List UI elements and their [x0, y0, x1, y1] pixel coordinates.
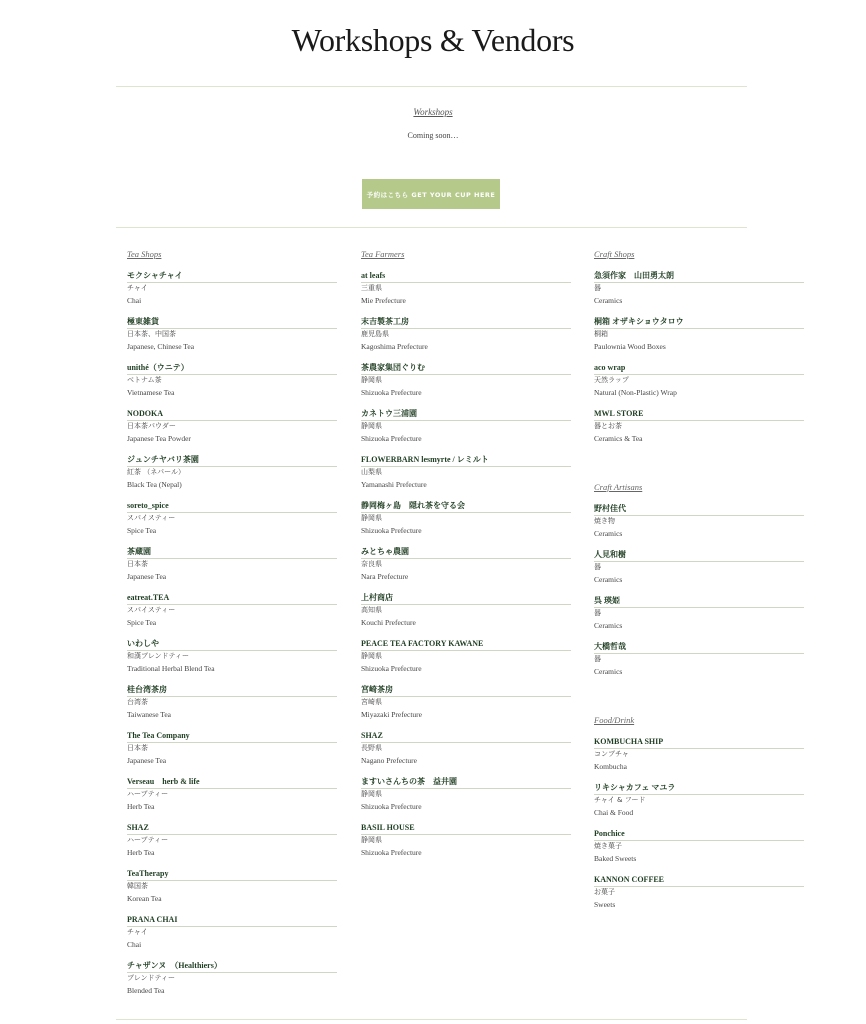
vendor-name[interactable]: ますいさんちの茶 益井園 [361, 777, 457, 786]
vendor-name[interactable]: PRANA CHAI [127, 915, 178, 924]
vendor-name[interactable]: 極東雑貨 [127, 317, 159, 326]
vendor-name[interactable]: 急須作家 山田勇太朗 [594, 271, 674, 280]
vendor-category-en: Chai [127, 940, 142, 949]
page-title: Workshops & Vendors [291, 22, 575, 58]
vendor-entry [594, 362, 814, 408]
vendor-category-jp: コンブチャ [594, 750, 629, 758]
column-tea-farmers [361, 248, 581, 868]
vendor-category-en: Japanese, Chinese Tea [127, 342, 195, 351]
vendor-name[interactable]: リキシャカフェ マユラ [594, 783, 676, 792]
vendor-name[interactable]: 桐箱 オザキショウタロウ [594, 317, 684, 326]
vendor-name[interactable]: ジュンチヤバリ茶園 [127, 455, 199, 464]
vendor-entry [594, 270, 814, 316]
vendor-category-jp: 山梨県 [361, 468, 382, 476]
mid-divider [116, 227, 747, 228]
vendor-category-jp: お菓子 [594, 888, 615, 896]
vendor-name[interactable]: SHAZ [361, 731, 383, 740]
vendor-name[interactable]: 茶蔵園 [127, 547, 151, 556]
vendor-entry [361, 454, 581, 500]
vendor-name[interactable]: 呉 瑛姫 [594, 596, 620, 605]
section-heading[interactable]: Food/Drink [594, 715, 635, 725]
vendor-category-jp: 韓国茶 [127, 882, 148, 890]
vendor-category-jp: 静岡県 [361, 376, 382, 384]
vendor-category-jp: 高知県 [361, 606, 382, 614]
vendor-category-en: Paulownia Wood Boxes [594, 342, 666, 351]
vendor-name[interactable]: eatreat.TEA [127, 593, 170, 602]
vendor-category-jp: 三重県 [361, 284, 382, 292]
vendor-category-jp: 和漢ブレンドティー [127, 652, 189, 660]
vendor-category-jp: 奈良県 [361, 560, 382, 568]
vendor-entry [594, 641, 814, 687]
vendor-entry [594, 316, 814, 362]
vendor-entry [594, 595, 814, 641]
vendor-name[interactable]: BASIL HOUSE [361, 823, 415, 832]
vendor-category-en: Chai & Food [594, 808, 634, 817]
column-tea-shops [127, 248, 347, 1006]
vendor-section [361, 248, 581, 868]
vendor-entry [127, 270, 347, 316]
vendor-name[interactable]: SHAZ [127, 823, 149, 832]
vendor-entry [127, 638, 347, 684]
vendor-category-jp: 日本茶 [127, 744, 148, 752]
vendor-name[interactable]: 末吉製茶工房 [361, 317, 409, 326]
vendor-entry [594, 503, 814, 549]
vendor-category-en: Shizuoka Prefecture [361, 848, 422, 857]
top-divider [116, 86, 747, 87]
get-your-cup-button[interactable]: 予約はこちら GET YOUR CUP HERE [362, 179, 500, 209]
vendor-name[interactable]: KANNON COFFEE [594, 875, 664, 884]
vendor-category-en: Ceramics [594, 296, 623, 305]
vendor-category-jp: 器 [594, 284, 601, 292]
vendor-entry [361, 592, 581, 638]
vendor-category-jp: スパイスティー [127, 606, 176, 614]
vendor-category-en: Sweets [594, 900, 616, 909]
vendor-name[interactable]: みとちゃ農園 [361, 547, 409, 556]
vendor-category-en: Shizuoka Prefecture [361, 388, 422, 397]
vendor-category-jp: ハーブティー [127, 790, 169, 798]
vendor-category-en: Shizuoka Prefecture [361, 802, 422, 811]
vendor-category-jp: 日本茶、中国茶 [127, 330, 176, 338]
vendor-name[interactable]: The Tea Company [127, 731, 190, 740]
vendor-category-en: Kagoshima Prefecture [361, 342, 428, 351]
vendor-section [594, 248, 814, 454]
vendor-category-jp: スパイスティー [127, 514, 176, 522]
vendor-name[interactable]: 静岡梅ヶ島 隠れ茶を守る会 [361, 501, 465, 510]
vendor-category-jp: チャイ [127, 928, 148, 936]
vendor-category-en: Nara Prefecture [361, 572, 409, 581]
vendor-category-jp: ハーブティー [127, 836, 169, 844]
vendor-entry [127, 408, 347, 454]
vendor-category-en: Vietnamese Tea [127, 388, 175, 397]
vendor-category-jp: 焼き物 [594, 517, 615, 525]
vendor-section [127, 248, 347, 1006]
vendor-category-en: Miyazaki Prefecture [361, 710, 423, 719]
section-heading[interactable]: Tea Farmers [361, 249, 405, 259]
vendor-entry [594, 782, 814, 828]
vendor-category-jp: 日本茶 [127, 560, 148, 568]
vendor-name[interactable]: KOMBUCHA SHIP [594, 737, 664, 746]
vendor-category-jp: 静岡県 [361, 514, 382, 522]
vendor-entry [127, 776, 347, 822]
vendor-name[interactable]: soreto_spice [127, 501, 169, 510]
vendor-category-jp: 静岡県 [361, 652, 382, 660]
vendor-category-en: Japanese Tea [127, 756, 167, 765]
vendor-entry [361, 638, 581, 684]
vendor-category-en: Natural (Non-Plastic) Wrap [594, 388, 677, 397]
vendor-entry [594, 408, 814, 454]
vendor-entry [127, 316, 347, 362]
vendor-entry [127, 822, 347, 868]
vendor-name[interactable]: at leafs [361, 271, 386, 280]
vendor-name[interactable]: FLOWERBARN lesmyrte / レミルト [361, 455, 489, 464]
vendor-category-en: Japanese Tea Powder [127, 434, 191, 443]
vendor-category-en: Japanese Tea [127, 572, 167, 581]
vendor-category-en: Shizuoka Prefecture [361, 526, 422, 535]
vendor-name[interactable]: いわしや [127, 639, 159, 648]
vendor-entry [361, 776, 581, 822]
vendor-category-jp: 鹿児島県 [361, 330, 389, 338]
vendor-entry [127, 960, 347, 1006]
vendor-entry [361, 730, 581, 776]
vendor-name[interactable]: 人見和樹 [594, 550, 626, 559]
vendor-category-en: Kouchi Prefecture [361, 618, 416, 627]
vendor-entry [361, 270, 581, 316]
vendor-category-jp: 桐箱 [594, 330, 608, 338]
vendor-category-en: Korean Tea [127, 894, 162, 903]
vendor-entry [127, 454, 347, 500]
vendor-name[interactable]: 茶農家集団ぐりむ [361, 363, 425, 372]
vendor-entry [127, 730, 347, 776]
vendor-category-en: Blended Tea [127, 986, 165, 995]
vendor-category-en: Mie Prefecture [361, 296, 406, 305]
section-heading[interactable]: Tea Shops [127, 249, 162, 259]
vendor-category-en: Kombucha [594, 762, 627, 771]
vendor-category-en: Ceramics [594, 667, 623, 676]
vendor-category-jp: 静岡県 [361, 836, 382, 844]
vendor-entry [127, 592, 347, 638]
workshops-label[interactable]: Workshops [413, 107, 453, 117]
vendor-name[interactable]: 大橋哲哉 [594, 642, 626, 651]
vendor-name[interactable]: モクシャチャイ [127, 271, 183, 280]
vendor-name[interactable]: 桂台湾茶房 [127, 685, 167, 694]
vendor-category-en: Chai [127, 296, 142, 305]
vendor-category-jp: 長野県 [361, 744, 382, 752]
vendor-category-en: Traditional Herbal Blend Tea [127, 664, 215, 673]
vendor-entry [361, 546, 581, 592]
vendor-section [594, 481, 814, 687]
vendor-name[interactable]: PEACE TEA FACTORY KAWANE [361, 639, 484, 648]
vendor-category-jp: 器 [594, 609, 601, 617]
vendor-entry [361, 316, 581, 362]
vendor-name[interactable]: TeaTherapy [127, 869, 169, 878]
vendor-category-en: Spice Tea [127, 526, 157, 535]
vendor-category-jp: 器 [594, 563, 601, 571]
vendor-name[interactable]: チャザンヌ （Healthiers） [127, 961, 222, 970]
vendor-name[interactable]: unithé（ウニテ） [127, 363, 189, 372]
vendor-entry [361, 408, 581, 454]
vendor-category-en: Baked Sweets [594, 854, 637, 863]
vendor-entry [127, 914, 347, 960]
vendor-section [594, 714, 814, 920]
vendor-entry [127, 684, 347, 730]
vendor-category-en: Yamanashi Prefecture [361, 480, 427, 489]
vendor-category-en: Ceramics [594, 575, 623, 584]
vendor-category-en: Spice Tea [127, 618, 157, 627]
vendor-category-en: Herb Tea [127, 848, 155, 857]
vendor-name[interactable]: NODOKA [127, 409, 163, 418]
vendor-name[interactable]: 上村商店 [361, 593, 393, 602]
vendor-entry [127, 362, 347, 408]
vendor-category-jp: チャイ & フード [594, 796, 646, 804]
vendor-category-en: Shizuoka Prefecture [361, 434, 422, 443]
vendor-category-jp: 焼き菓子 [594, 842, 622, 850]
vendor-category-jp: 紅茶 （ネパール） [127, 468, 186, 476]
vendor-category-en: Ceramics & Tea [594, 434, 643, 443]
vendor-category-jp: 台湾茶 [127, 698, 148, 706]
vendor-category-en: Black Tea (Nepal) [127, 480, 182, 489]
vendor-category-jp: 静岡県 [361, 790, 382, 798]
vendor-category-jp: 日本茶パウダー [127, 422, 176, 430]
vendor-name[interactable]: Ponchice [594, 829, 625, 838]
vendor-category-jp: ブレンドティー [127, 974, 175, 982]
bottom-divider [116, 1019, 747, 1020]
vendor-name[interactable]: 野村佳代 [594, 504, 626, 513]
vendor-category-jp: 宮崎県 [361, 698, 382, 706]
vendor-entry [361, 684, 581, 730]
vendor-entry [594, 874, 814, 920]
vendor-category-jp: 器とお茶 [594, 422, 622, 430]
vendor-category-en: Nagano Prefecture [361, 756, 418, 765]
vendor-entry [361, 822, 581, 868]
vendor-name[interactable]: カネトウ三浦園 [361, 409, 417, 418]
vendor-category-jp: チャイ [127, 284, 148, 292]
vendor-entry [361, 362, 581, 408]
vendor-category-jp: 静岡県 [361, 422, 382, 430]
vendor-entry [594, 736, 814, 782]
vendor-name[interactable]: aco wrap [594, 363, 626, 372]
vendor-category-jp: ベトナム茶 [127, 376, 162, 384]
vendor-name[interactable]: Verseau herb & life [127, 777, 200, 786]
vendor-category-jp: 器 [594, 655, 601, 663]
vendor-category-en: Shizuoka Prefecture [361, 664, 422, 673]
vendor-entry [127, 546, 347, 592]
vendor-name[interactable]: MWL STORE [594, 409, 644, 418]
vendor-category-en: Ceramics [594, 529, 623, 538]
section-heading[interactable]: Craft Shops [594, 249, 635, 259]
vendor-entry [361, 500, 581, 546]
vendor-entry [127, 500, 347, 546]
vendor-category-jp: 天然ラップ [594, 376, 629, 384]
vendor-category-en: Taiwanese Tea [127, 710, 171, 719]
vendor-entry [594, 549, 814, 595]
vendor-category-en: Herb Tea [127, 802, 155, 811]
section-heading[interactable]: Craft Artisans [594, 482, 643, 492]
coming-soon-text: Coming soon… [407, 131, 459, 140]
vendor-category-en: Ceramics [594, 621, 623, 630]
vendor-entry [594, 828, 814, 874]
vendor-name[interactable]: 宮崎茶房 [361, 685, 393, 694]
vendor-entry [127, 868, 347, 914]
